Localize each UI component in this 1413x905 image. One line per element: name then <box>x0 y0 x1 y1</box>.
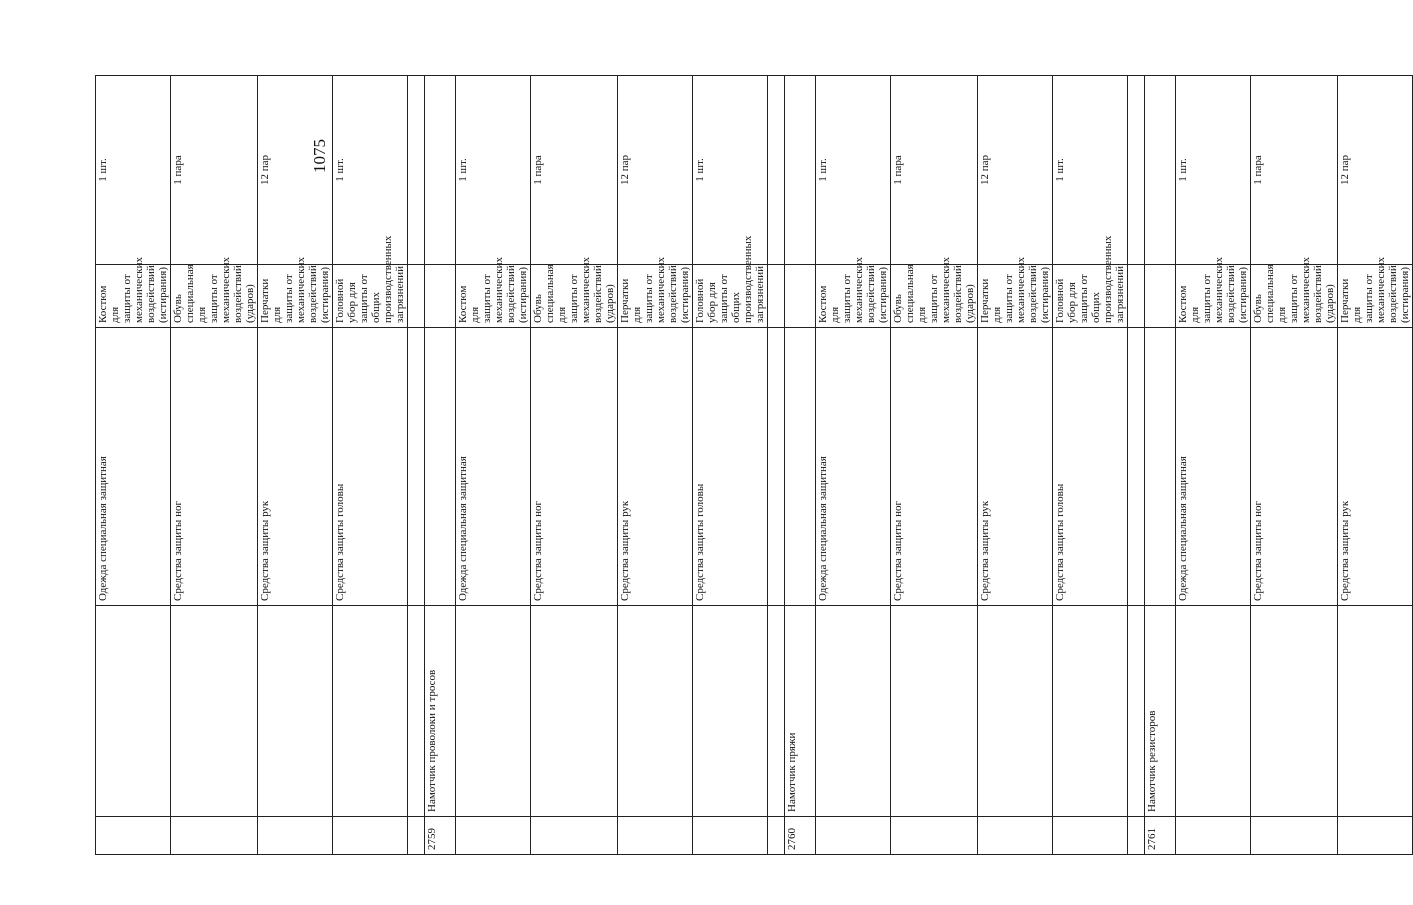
cell-ppe-description: Перчатки для защиты от механических воздействий (истирания) <box>978 265 1053 328</box>
cell-ppe-description <box>408 265 425 328</box>
cell-profession-name <box>1338 606 1413 817</box>
cell-profession-number <box>96 817 171 855</box>
cell-ppe-type <box>768 328 785 606</box>
cell-ppe-description: Обувь специальная для защиты от механических воздействий (ударов) <box>531 265 618 328</box>
cell-profession-number <box>1176 817 1251 855</box>
cell-profession-name <box>816 606 891 817</box>
ppe-item-row <box>1053 76 1128 855</box>
ppe-item-row <box>258 76 333 855</box>
cell-ppe-description: Костюм для защиты от механических воздействий (истирания) <box>456 265 531 328</box>
cell-profession-name: Намотчик проволоки и тросов <box>425 606 456 817</box>
cell-ppe-type: Средства защиты рук <box>618 328 693 606</box>
cell-issue-norm <box>408 76 425 265</box>
cell-profession-name <box>531 606 618 817</box>
cell-ppe-description <box>1128 265 1145 328</box>
cell-ppe-description: Обувь специальная для защиты от механических воздействий (ударов) <box>891 265 978 328</box>
cell-issue-norm: 1 шт. <box>1053 76 1128 265</box>
cell-profession-name <box>456 606 531 817</box>
ppe-norms-table <box>95 75 1413 855</box>
spacer-row <box>408 76 425 855</box>
cell-issue-norm: 1 пара <box>1251 76 1338 265</box>
cell-ppe-type <box>1128 328 1145 606</box>
cell-ppe-type: Средства защиты ног <box>531 328 618 606</box>
cell-ppe-type: Средства защиты головы <box>1053 328 1128 606</box>
cell-profession-number: 2761 <box>1145 817 1176 855</box>
cell-profession-number <box>1338 817 1413 855</box>
cell-issue-norm: 1 пара <box>171 76 258 265</box>
cell-profession-number <box>816 817 891 855</box>
cell-profession-number <box>333 817 408 855</box>
cell-ppe-description <box>1145 265 1176 328</box>
cell-profession-name <box>258 606 333 817</box>
cell-ppe-type: Средства защиты ног <box>891 328 978 606</box>
cell-ppe-type: Одежда специальная защитная <box>96 328 171 606</box>
ppe-item-row <box>1338 76 1413 855</box>
cell-profession-number <box>456 817 531 855</box>
ppe-item-row <box>1251 76 1338 855</box>
cell-ppe-description <box>768 265 785 328</box>
cell-ppe-description: Головной убор для защиты от общих производственных загрязнений <box>333 265 408 328</box>
cell-ppe-type <box>1145 328 1176 606</box>
cell-ppe-type: Одежда специальная защитная <box>816 328 891 606</box>
ppe-item-row <box>693 76 768 855</box>
cell-issue-norm <box>785 76 816 265</box>
cell-profession-number <box>258 817 333 855</box>
spacer-row <box>1128 76 1145 855</box>
cell-ppe-type: Средства защиты рук <box>978 328 1053 606</box>
cell-issue-norm: 1 шт. <box>816 76 891 265</box>
cell-issue-norm <box>425 76 456 265</box>
cell-profession-name <box>768 606 785 817</box>
cell-profession-name <box>618 606 693 817</box>
table-body <box>96 76 1413 855</box>
cell-ppe-type: Средства защиты головы <box>693 328 768 606</box>
cell-ppe-description: Костюм для защиты от механических воздействий (истирания) <box>816 265 891 328</box>
cell-profession-name <box>333 606 408 817</box>
cell-profession-name <box>693 606 768 817</box>
cell-issue-norm: 1 шт. <box>96 76 171 265</box>
ppe-item-row <box>531 76 618 855</box>
cell-profession-name <box>171 606 258 817</box>
cell-issue-norm <box>768 76 785 265</box>
cell-profession-name <box>891 606 978 817</box>
cell-profession-name <box>978 606 1053 817</box>
cell-ppe-description: Перчатки для защиты от механических воздействий (истирания) <box>1338 265 1413 328</box>
cell-profession-number <box>171 817 258 855</box>
ppe-item-row <box>171 76 258 855</box>
cell-ppe-type <box>408 328 425 606</box>
ppe-item-row <box>978 76 1053 855</box>
ppe-item-row <box>816 76 891 855</box>
cell-profession-name <box>1176 606 1251 817</box>
cell-ppe-type: Средства защиты ног <box>1251 328 1338 606</box>
cell-profession-name <box>96 606 171 817</box>
profession-row <box>785 76 816 855</box>
spacer-row <box>768 76 785 855</box>
cell-profession-number: 2760 <box>785 817 816 855</box>
cell-profession-number <box>1128 817 1145 855</box>
cell-ppe-description: Обувь специальная для защиты от механических воздействий (ударов) <box>171 265 258 328</box>
cell-profession-number <box>978 817 1053 855</box>
cell-profession-number <box>1251 817 1338 855</box>
cell-profession-number <box>891 817 978 855</box>
cell-ppe-type: Средства защиты ног <box>171 328 258 606</box>
ppe-item-row <box>891 76 978 855</box>
profession-row <box>1145 76 1176 855</box>
cell-profession-number <box>1053 817 1128 855</box>
cell-profession-number: 2759 <box>425 817 456 855</box>
cell-issue-norm: 12 пар <box>1338 76 1413 265</box>
cell-profession-number <box>408 817 425 855</box>
cell-ppe-type: Средства защиты рук <box>1338 328 1413 606</box>
ppe-item-row <box>1176 76 1251 855</box>
cell-issue-norm: 1 шт. <box>1176 76 1251 265</box>
cell-issue-norm: 12 пар <box>618 76 693 265</box>
cell-profession-name <box>1053 606 1128 817</box>
ppe-item-row <box>456 76 531 855</box>
cell-ppe-type: Одежда специальная защитная <box>1176 328 1251 606</box>
page-number: 1075 <box>310 139 329 173</box>
ppe-table-container <box>95 75 1411 855</box>
cell-ppe-description: Костюм для защиты от механических воздействий (истирания) <box>96 265 171 328</box>
cell-issue-norm: 1 шт. <box>333 76 408 265</box>
profession-row <box>425 76 456 855</box>
cell-ppe-type: Средства защиты рук <box>258 328 333 606</box>
cell-ppe-description: Головной убор для защиты от общих производственных загрязнений <box>693 265 768 328</box>
cell-ppe-description <box>425 265 456 328</box>
cell-profession-name <box>1251 606 1338 817</box>
cell-issue-norm: 12 пар <box>978 76 1053 265</box>
cell-issue-norm: 1 пара <box>531 76 618 265</box>
cell-issue-norm: 1 шт. <box>456 76 531 265</box>
cell-profession-number <box>618 817 693 855</box>
cell-ppe-description: Головной убор для защиты от общих производственных загрязнений <box>1053 265 1128 328</box>
cell-issue-norm: 1 пара <box>891 76 978 265</box>
cell-ppe-type: Одежда специальная защитная <box>456 328 531 606</box>
cell-ppe-description <box>785 265 816 328</box>
cell-issue-norm: 12 пар <box>258 76 333 265</box>
ppe-item-row <box>96 76 171 855</box>
ppe-item-row <box>618 76 693 855</box>
cell-profession-number <box>768 817 785 855</box>
cell-ppe-description: Костюм для защиты от механических воздействий (истирания) <box>1176 265 1251 328</box>
cell-profession-name: Намотчик резисторов <box>1145 606 1176 817</box>
ppe-item-row <box>333 76 408 855</box>
cell-profession-name <box>1128 606 1145 817</box>
cell-profession-number <box>693 817 768 855</box>
cell-issue-norm <box>1128 76 1145 265</box>
cell-profession-name <box>408 606 425 817</box>
cell-ppe-type: Средства защиты головы <box>333 328 408 606</box>
cell-ppe-description: Обувь специальная для защиты от механических воздействий (ударов) <box>1251 265 1338 328</box>
cell-ppe-type <box>785 328 816 606</box>
cell-issue-norm: 1 шт. <box>693 76 768 265</box>
cell-profession-name: Намотчик пряжи <box>785 606 816 817</box>
cell-ppe-description: Перчатки для защиты от механических воздействий (истирания) <box>618 265 693 328</box>
cell-profession-number <box>531 817 618 855</box>
cell-ppe-description: Перчатки для защиты от механических воздействий (истирания) <box>258 265 333 328</box>
cell-ppe-type <box>425 328 456 606</box>
cell-issue-norm <box>1145 76 1176 265</box>
